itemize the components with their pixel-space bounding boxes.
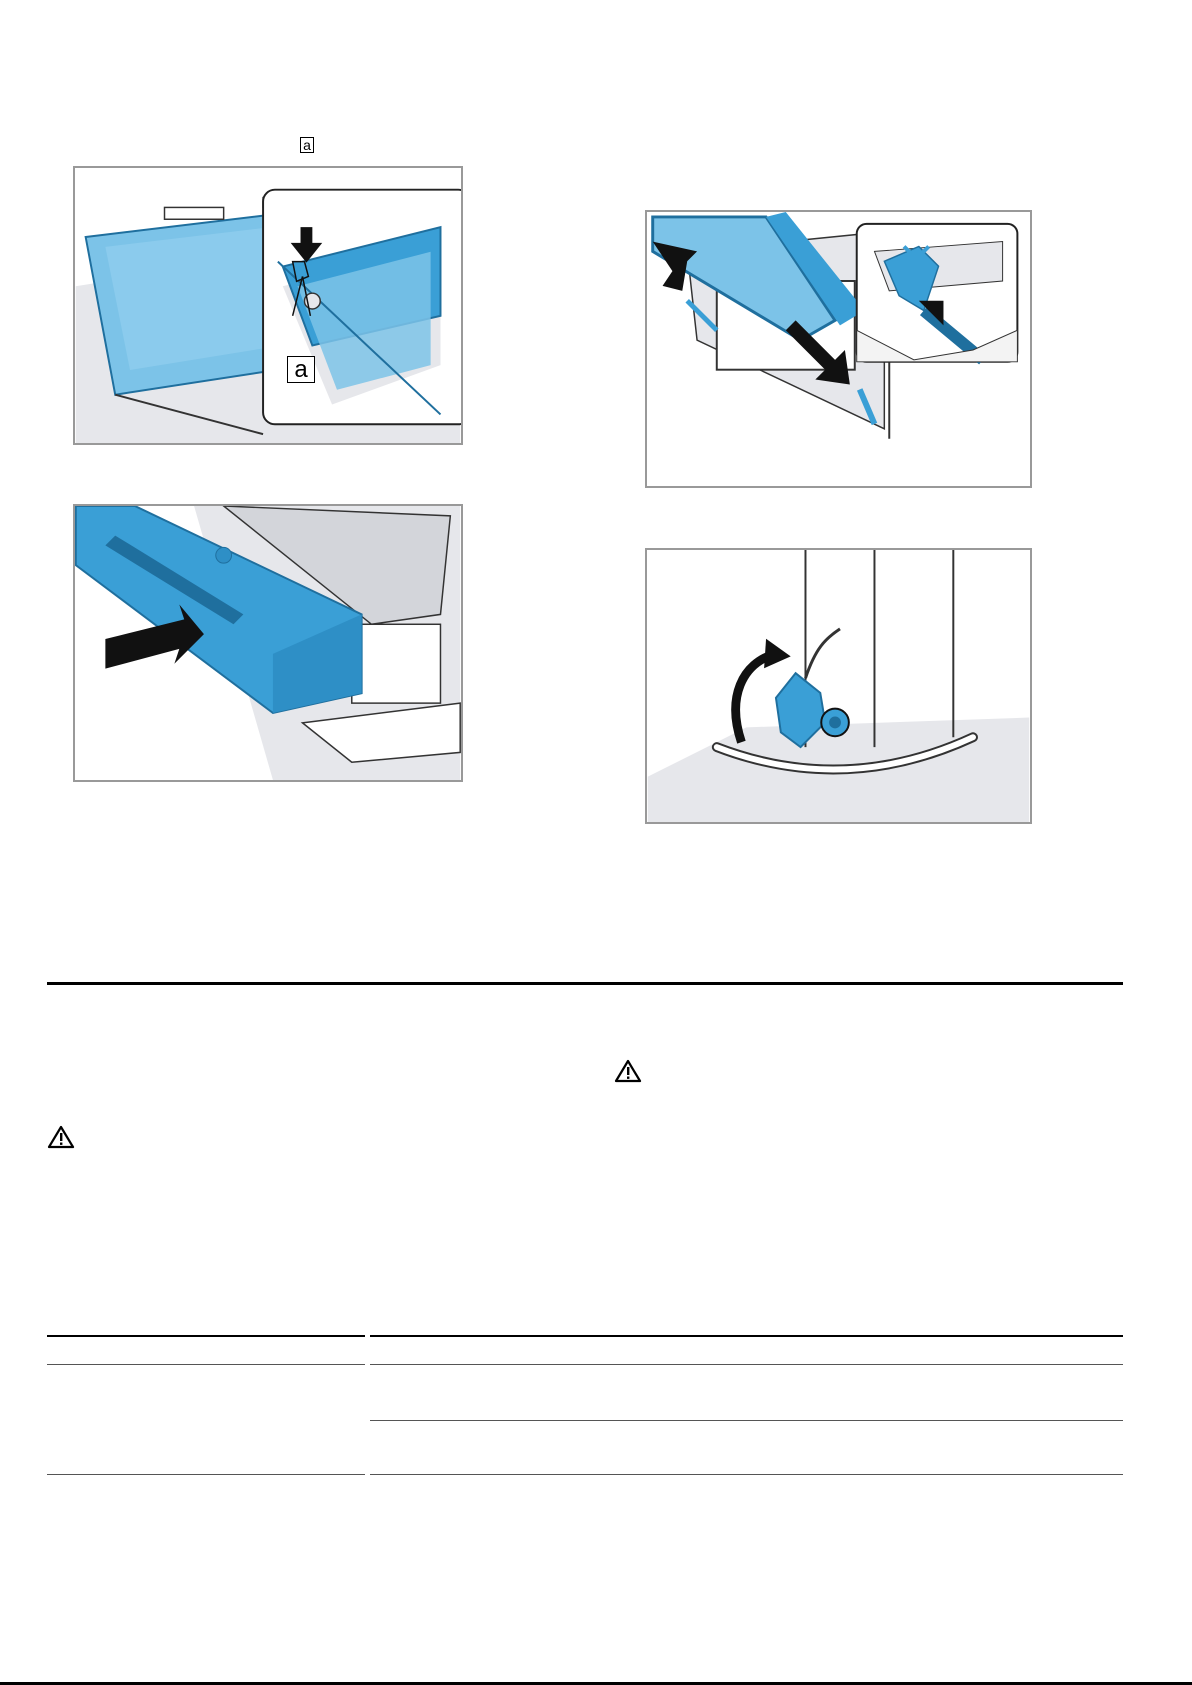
- figure-4-hinge-lever: [645, 548, 1032, 824]
- table-row-rule-right: [370, 1364, 1123, 1365]
- figure-4-drawing: [647, 550, 1030, 822]
- reference-label-a-text: a: [303, 137, 311, 153]
- section-divider: [47, 982, 1123, 985]
- table-bottom-rule-left: [47, 1474, 365, 1475]
- figure-1-drawing: [75, 168, 461, 443]
- table-row-rule-left: [47, 1364, 365, 1365]
- reference-label-a: [300, 137, 314, 153]
- figure-1-press-latch: [73, 166, 463, 445]
- figure-2-insert-cover: [73, 504, 463, 782]
- figure-2-drawing: [75, 506, 461, 780]
- callout-label-a-text: a: [294, 356, 308, 383]
- table-header-rule-right: [370, 1335, 1123, 1337]
- table-bottom-rule-right: [370, 1474, 1123, 1475]
- warning-triangle-icon: [614, 1059, 642, 1083]
- callout-label-a: [287, 356, 315, 383]
- figure-3-drawing: [647, 212, 1030, 486]
- warning-triangle-icon: [47, 1125, 75, 1149]
- table-header-rule-left: [47, 1335, 365, 1337]
- figure-3-lower-door: [645, 210, 1032, 488]
- table-subrow-rule-right: [370, 1420, 1123, 1421]
